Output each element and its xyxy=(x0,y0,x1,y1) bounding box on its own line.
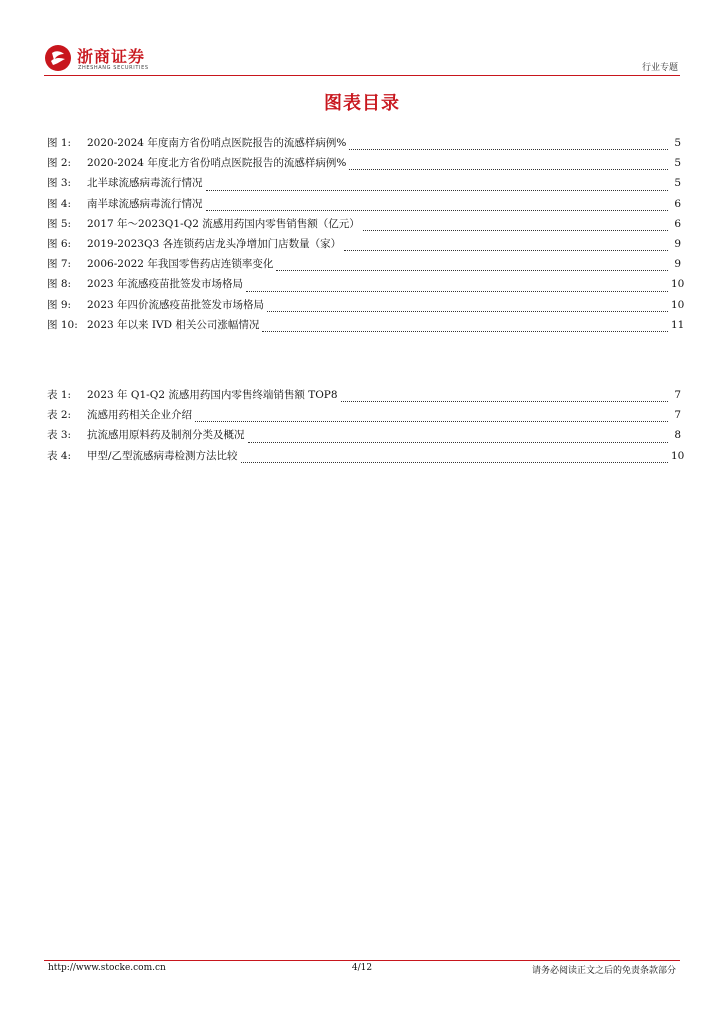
header-divider xyxy=(44,75,680,76)
toc-leader xyxy=(206,189,669,191)
figure-list xyxy=(47,135,685,337)
toc-page: 10 xyxy=(671,298,685,311)
toc-leader xyxy=(344,249,668,251)
toc-label: 图 5: xyxy=(47,217,72,230)
toc-entry-figure[interactable] xyxy=(47,175,681,195)
page-title: 图表目录 xyxy=(324,93,400,114)
toc-entry-figure[interactable] xyxy=(47,236,681,256)
toc-leader xyxy=(363,229,668,231)
toc-leader xyxy=(267,310,668,312)
footer-divider xyxy=(44,960,680,961)
table-list xyxy=(47,387,685,468)
toc-title: 2020-2024 年度北方省份哨点医院报告的流感样病例% xyxy=(87,157,347,170)
toc-title: 南半球流感病毒流行情况 xyxy=(87,197,203,210)
toc-label: 表 2: xyxy=(47,409,72,422)
company-logo xyxy=(44,40,174,76)
toc-entry-table[interactable] xyxy=(47,387,681,407)
toc-entry-figure[interactable] xyxy=(47,256,681,276)
toc-leader xyxy=(349,148,668,150)
toc-entry-table[interactable] xyxy=(47,448,685,468)
toc-entry-figure[interactable] xyxy=(47,317,685,337)
toc-label: 表 3: xyxy=(47,429,72,442)
disclaimer-note: 请务必阅读正文之后的免责条款部分 xyxy=(531,966,676,976)
toc-page: 8 xyxy=(674,429,681,442)
toc-label: 图 3: xyxy=(47,177,72,190)
toc-label: 图 4: xyxy=(47,197,72,210)
toc-label: 图 10: xyxy=(47,318,78,331)
toc-page: 7 xyxy=(674,409,681,422)
toc-title: 2006-2022 年我国零售药店连锁率变化 xyxy=(87,258,274,271)
toc-label: 图 8: xyxy=(47,278,72,291)
toc-page: 6 xyxy=(674,197,681,210)
toc-page: 5 xyxy=(674,137,681,149)
toc-label: 图 7: xyxy=(47,258,72,271)
logo-name: 浙商证券 xyxy=(77,47,146,66)
toc-label: 图 2: xyxy=(47,157,72,170)
toc-page: 5 xyxy=(674,157,681,170)
toc-leader xyxy=(248,441,669,443)
toc-page: 7 xyxy=(674,389,681,401)
toc-title: 流感用药相关企业介绍 xyxy=(87,409,192,422)
toc-title: 2023 年四价流感疫苗批签发市场格局 xyxy=(87,298,265,311)
toc-entry-figure[interactable] xyxy=(47,297,685,317)
toc-leader xyxy=(349,168,668,170)
toc-page: 11 xyxy=(671,318,685,331)
toc-title: 2023 年 Q1-Q2 流感用药国内零售终端销售额 TOP8 xyxy=(87,389,338,401)
toc-label: 图 6: xyxy=(47,237,72,250)
logo-mark-icon xyxy=(44,44,72,72)
page-footer xyxy=(48,963,676,977)
toc-page: 9 xyxy=(674,258,681,271)
toc-label: 图 1: xyxy=(47,137,72,149)
toc-title: 2019-2023Q3 各连锁药店龙头净增加门店数量（家） xyxy=(87,237,342,250)
toc-entry-table[interactable] xyxy=(47,407,681,427)
toc-leader xyxy=(341,400,668,402)
toc-leader xyxy=(276,269,668,271)
toc-entry-figure[interactable] xyxy=(47,276,685,296)
toc-title: 2023 年以来 IVD 相关公司涨幅情况 xyxy=(87,318,260,331)
toc-entry-table[interactable] xyxy=(47,427,681,447)
toc-page: 10 xyxy=(671,278,685,291)
toc-label: 图 9: xyxy=(47,298,72,311)
report-category: 行业专题 xyxy=(641,63,678,73)
toc-entry-figure[interactable] xyxy=(47,196,681,216)
website-link[interactable]: http://www.stocke.com.cn xyxy=(48,963,166,973)
toc-page: 5 xyxy=(674,177,681,190)
toc-page: 6 xyxy=(674,217,681,230)
toc-title: 甲型/乙型流感病毒检测方法比较 xyxy=(87,449,238,462)
toc-entry-figure[interactable] xyxy=(47,155,681,175)
toc-title: 2017 年～2023Q1-Q2 流感用药国内零售销售额（亿元） xyxy=(87,217,360,230)
page-header xyxy=(44,40,680,76)
toc-leader xyxy=(241,461,668,463)
toc-entry-figure[interactable] xyxy=(47,135,681,155)
toc-title: 2023 年流感疫苗批签发市场格局 xyxy=(87,278,244,291)
toc-label: 表 4: xyxy=(47,449,72,462)
toc-title: 2020-2024 年度南方省份哨点医院报告的流感样病例% xyxy=(87,137,347,149)
page-number: 4/12 xyxy=(351,963,373,973)
toc-label: 表 1: xyxy=(47,389,72,401)
logo-english-name: ZHESHANG SECURITIES xyxy=(78,65,149,71)
toc-title: 抗流感用原料药及制剂分类及概况 xyxy=(87,429,245,442)
toc-leader xyxy=(262,330,668,332)
toc-leader xyxy=(195,420,668,422)
toc-leader xyxy=(206,209,669,211)
toc-title: 北半球流感病毒流行情况 xyxy=(87,177,203,190)
toc-page: 9 xyxy=(674,237,681,250)
toc-entry-figure[interactable] xyxy=(47,216,681,236)
toc-leader xyxy=(246,290,668,292)
toc-page: 10 xyxy=(671,449,685,462)
